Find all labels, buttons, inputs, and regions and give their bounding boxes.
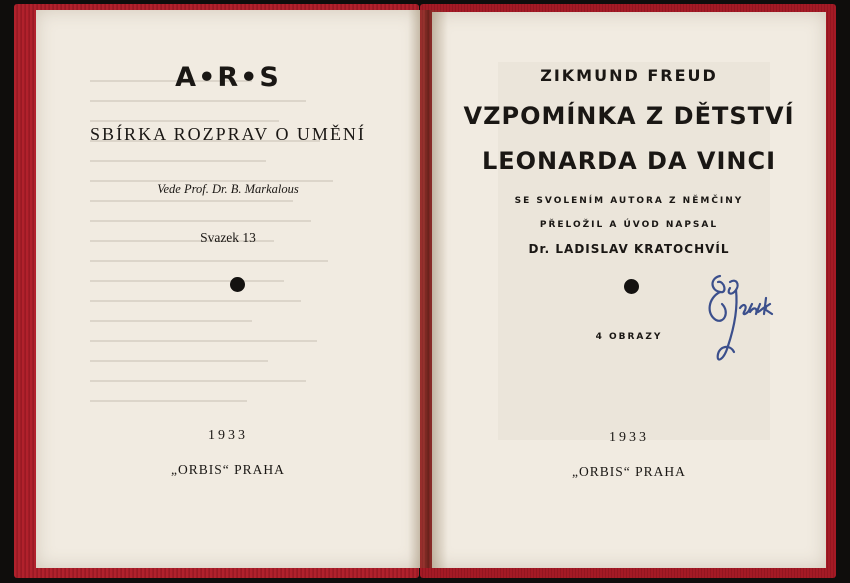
publication-year-right: 1933 bbox=[609, 430, 649, 445]
bullet-dot-right bbox=[624, 279, 639, 294]
book-gutter bbox=[408, 10, 448, 568]
series-editor: Vede Prof. Dr. B. Markalous bbox=[157, 182, 299, 196]
publisher-right: „ORBIS“ PRAHA bbox=[572, 464, 686, 479]
author-name: ZIKMUND FREUD bbox=[540, 66, 718, 85]
publisher-left: „ORBIS“ PRAHA bbox=[171, 462, 285, 477]
translator-name: Dr. LADISLAV KRATOCHVÍL bbox=[528, 242, 730, 256]
handwritten-signature bbox=[702, 268, 782, 368]
publication-year-left: 1933 bbox=[208, 428, 248, 443]
series-name: A•R•S bbox=[175, 62, 281, 93]
translation-note-line2: PŘELOŽIL A ÚVOD NAPSAL bbox=[539, 220, 719, 230]
book-title-line2: LEONARDA DA VINCI bbox=[481, 147, 777, 175]
book-title-line1: VZPOMÍNKA Z DĚTSTVÍ bbox=[463, 102, 795, 130]
images-note: 4 OBRAZY bbox=[595, 332, 663, 342]
series-subtitle: SBÍRKA ROZPRAV O UMĚNÍ bbox=[90, 124, 366, 144]
translation-note-line1: SE SVOLENÍM AUTORA Z NĚMČINY bbox=[514, 196, 744, 206]
bullet-dot-left bbox=[230, 277, 245, 292]
volume-number: Svazek 13 bbox=[200, 230, 256, 245]
